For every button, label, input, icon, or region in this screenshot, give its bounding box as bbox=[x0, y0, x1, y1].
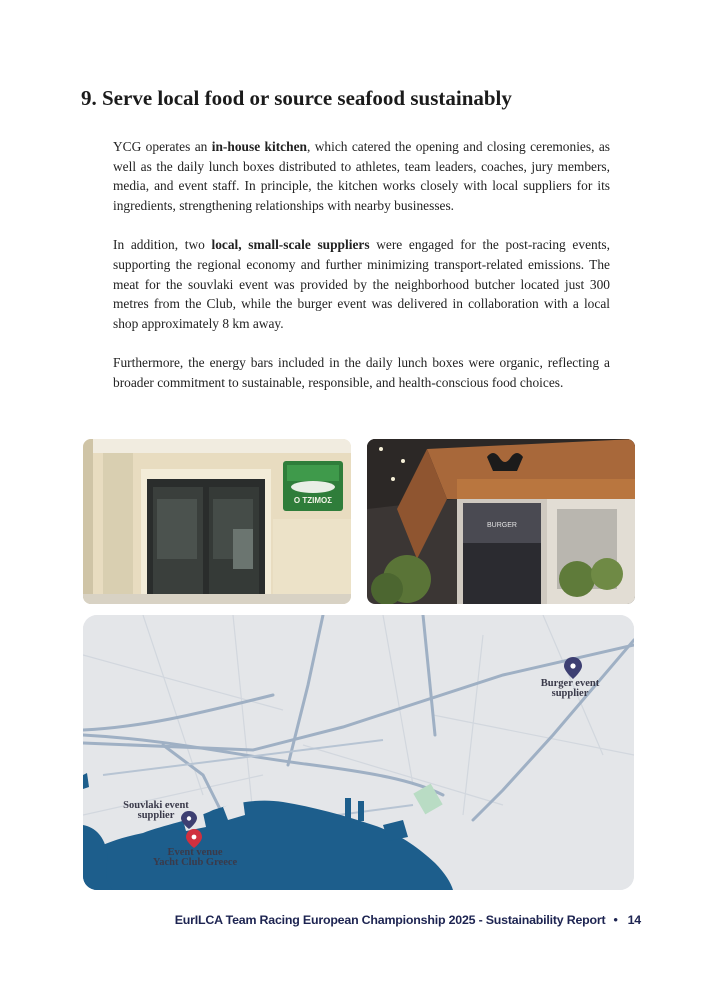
footer-title: EurILCA Team Racing European Championship 2025 - Sustainability Report bbox=[174, 913, 606, 927]
souvlaki-label-line2: supplier bbox=[137, 810, 175, 821]
venue-label-line1: Event venue bbox=[167, 847, 223, 858]
bold-local-suppliers: local, small-scale suppliers bbox=[211, 237, 370, 253]
souvlaki-label-line1: Souvlaki event bbox=[123, 800, 189, 811]
page-footer bbox=[175, 913, 641, 927]
burger-shop-photo bbox=[367, 439, 635, 604]
paragraph-energy-bars: Furthermore, the energy bars included in the daily lunch boxes were organic, reflecting a broader commitment to sustainable, responsible, and health-conscious food choices. bbox=[113, 355, 610, 390]
paragraph-suppliers: In addition, two local, small-scale suppliers were engaged for the post-racing events, supporting the regional economy and further minimizing transport-related emissions. The meat for the souvlaki event was provided by the neighborhood butcher located just 300 metres from the Club, while the burger event was delivered in collaboration with a local shop approximately 8 km away. bbox=[113, 237, 610, 331]
suppliers-map bbox=[83, 615, 634, 890]
venue-label-line2: Yacht Club Greece bbox=[152, 857, 238, 868]
page-number: 14 bbox=[627, 913, 641, 927]
burger-sign-text: BURGER bbox=[487, 522, 517, 529]
butcher-shop-photo bbox=[83, 439, 351, 604]
paragraph-kitchen: YCG operates an in-house kitchen, which catered the opening and closing ceremonies, as well as the daily lunch boxes distributed to athletes, team leaders, coaches, jury members, media, and event staff. In principle, the kitchen works closely with local suppliers for its ingredients, strengthening relationships with nearby businesses. bbox=[113, 139, 610, 213]
burger-label-line1: Burger event bbox=[540, 678, 600, 689]
butcher-sign-text: Ο ΤΖΙΜΟΣ bbox=[293, 496, 333, 505]
body-text bbox=[113, 137, 610, 413]
footer-separator: • bbox=[613, 913, 618, 927]
section-heading: 9. Serve local food or source seafood sustainably bbox=[81, 86, 512, 110]
burger-label-line2: supplier bbox=[551, 688, 589, 699]
bold-in-house-kitchen: in-house kitchen bbox=[211, 139, 307, 154]
